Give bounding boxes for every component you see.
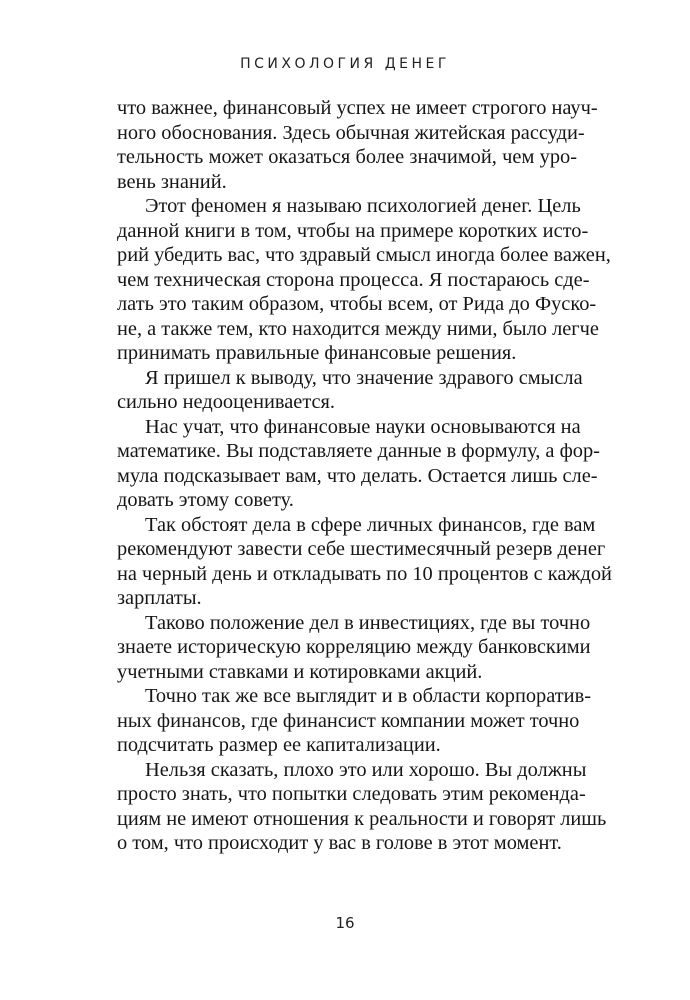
text-line: лать это таким образом, чтобы всем, от Рида до Фуско- — [117, 293, 597, 315]
paragraph — [117, 513, 612, 611]
text-line: рекомендуют завести себе шестимесячный резерв денег — [117, 538, 606, 560]
text-line: данной книги в том, чтобы на примере коротких исто- — [117, 219, 589, 242]
text-line: на черный день и откладывать по 10 процентов с каждой — [117, 562, 612, 585]
text-line: о том, что происходит у вас в голове в этот момент. — [117, 832, 562, 854]
text-line: вень знаний. — [117, 170, 227, 193]
page-number: 16 — [335, 914, 355, 932]
text-line: Так обстоят дела в сфере личных финансов, где вам — [145, 513, 596, 536]
text-line: ного обоснования. Здесь обычная житейская рассуди- — [117, 121, 585, 144]
text-line: рий убедить вас, что здравый смысл иногда более важен, — [117, 244, 611, 266]
text-line: знаете историческую корреляцию между банковскими — [117, 636, 591, 658]
text-line: Я пришел к выводу, что значение здравого смысла — [145, 366, 583, 389]
text-line: мула подсказывает вам, что делать. Остается лишь сле- — [117, 464, 598, 487]
text-line: что важнее, финансовый успех не имеет строгого науч- — [117, 97, 598, 119]
text-line: принимать правильные финансовые решения. — [117, 342, 517, 364]
text-line: учетными ставками и котировками акций. — [117, 660, 483, 683]
text-line: Нельзя сказать, плохо это или хорошо. Вы должны — [145, 758, 587, 781]
text-line: сильно недооценивается. — [117, 391, 336, 413]
text-line: Точно так же все выглядит и в области корпоратив- — [145, 685, 592, 707]
paragraph — [117, 415, 600, 513]
text-line: математике. Вы подставляете данные в формулу, а фор- — [117, 440, 600, 462]
text-line: Таково положение дел в инвестициях, где вы точно — [145, 611, 591, 634]
text-line: подсчитать размер ее капитализации. — [117, 734, 441, 756]
paragraph — [117, 366, 583, 415]
text-line: довать этому совету. — [117, 489, 294, 511]
text-line: ных финансов, где финансист компании может точно — [117, 709, 580, 732]
running-header: ПСИХОЛОГИЯ ДЕНЕГ — [240, 56, 450, 72]
paragraph — [117, 611, 591, 685]
text-line: просто знать, что попытки следовать этим рекоменда- — [117, 783, 586, 805]
text-line: циям не имеют отношения к реальности и говорят лишь — [117, 807, 607, 830]
text-line: чем техническая сторона процесса. Я постараюсь сде- — [117, 268, 590, 291]
paragraph — [117, 758, 607, 856]
text-line: Этот феномен я называю психологией денег. Цель — [145, 195, 581, 217]
paragraph — [117, 194, 611, 366]
text-line: зарплаты. — [117, 587, 202, 609]
text-line: тельность может оказаться более значимой, чем уро- — [117, 146, 577, 168]
paragraph — [117, 684, 592, 758]
paragraph — [117, 96, 598, 194]
text-line: не, а также тем, кто находится между ними, было легче — [117, 317, 599, 340]
body-text — [117, 96, 612, 856]
text-line: Нас учат, что финансовые науки основываются на — [145, 415, 581, 438]
